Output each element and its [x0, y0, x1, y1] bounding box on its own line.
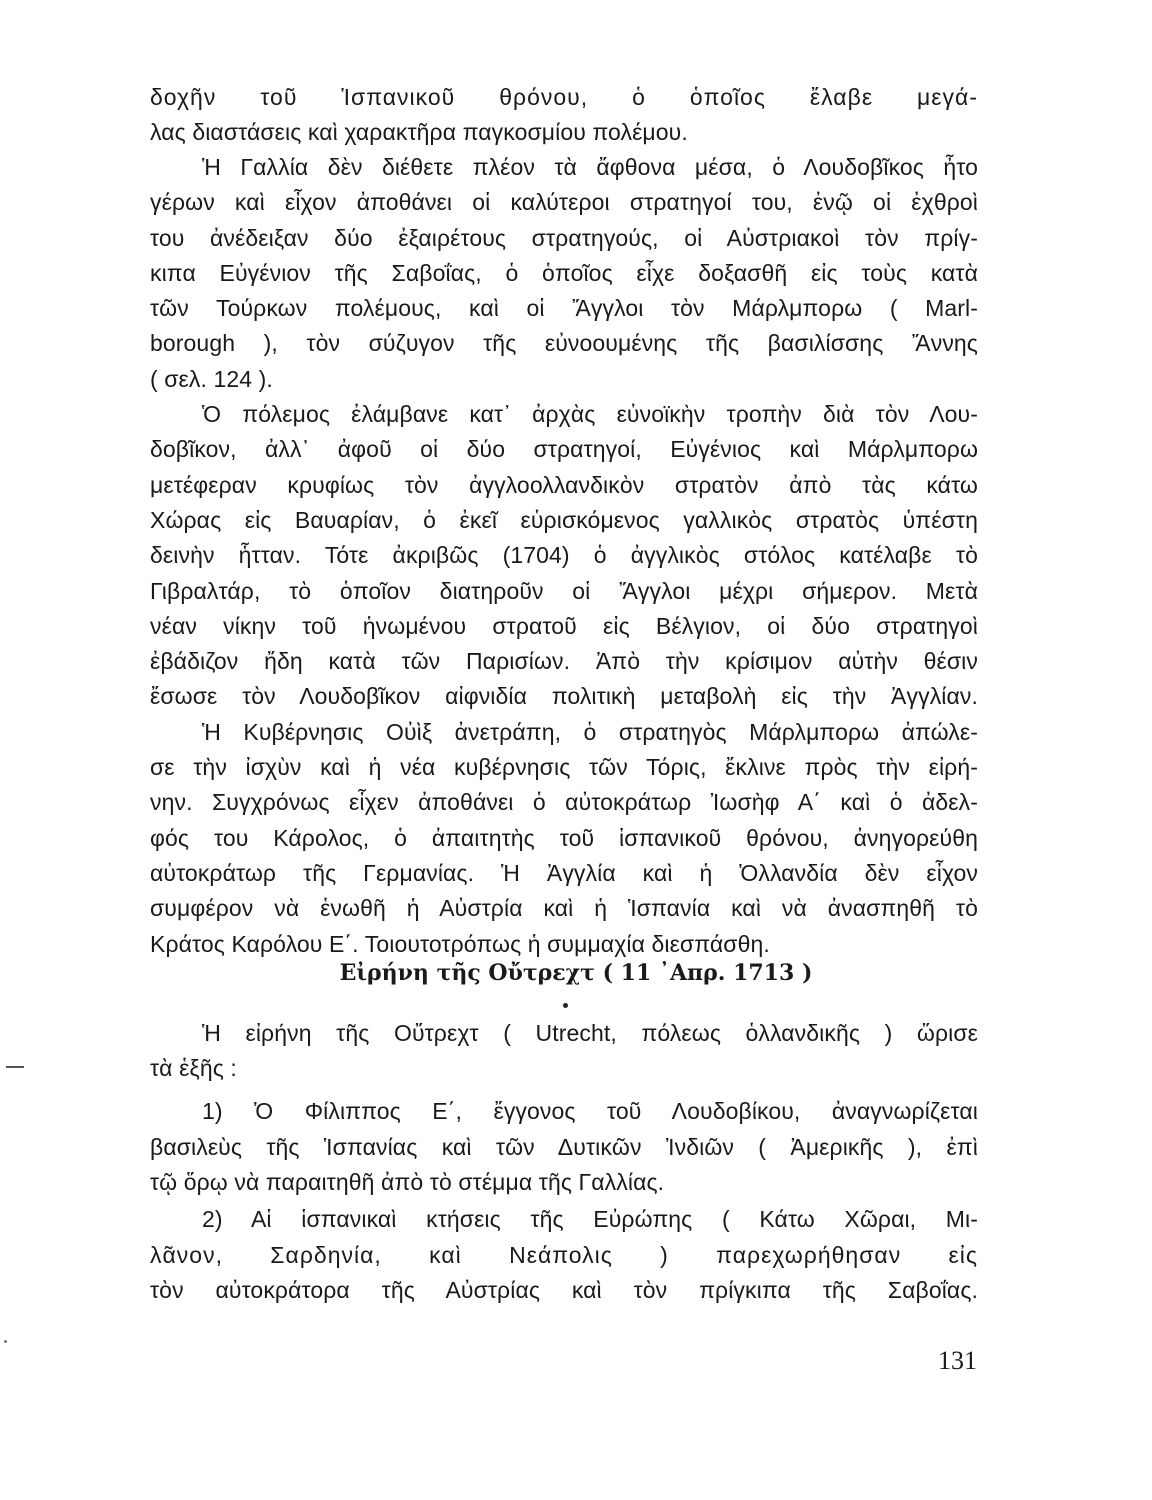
text-line: τῷ ὅρῳ νὰ παραιτηθῆ ἀπὸ τὸ στέμμα τῆς Γαλλίας. — [150, 1169, 665, 1195]
text-line: Ὁ πόλεμος ἐλάμβανε κατ᾿ ἀρχὰς εὐνοϊκὴν τροπὴν διὰ τὸν Λου- — [202, 401, 978, 427]
text-line: κιπα Εὐγένιον τῆς Σαβοΐας, ὁ ὁποῖος εἶχε δοξασθῆ εἰς τοὺς κατὰ — [150, 260, 978, 286]
text-line: αὐτοκράτωρ τῆς Γερμανίας. Ἡ Ἀγγλία καὶ ἡ Ὁλλανδία δὲν εἶχον — [150, 860, 978, 886]
text-line: δοβῖκον, ἀλλ᾿ ἀφοῦ οἱ δύο στρατηγοί, Εὐγένιος καὶ Μάρλμπορω — [150, 436, 978, 462]
text-line: βασιλεὺς τῆς Ἱσπανίας καὶ τῶν Δυτικῶν Ἰνδιῶν ( Ἀμερικῆς ), ἐπὶ — [150, 1134, 978, 1160]
text-line: τῶν Τούρκων πολέμους, καὶ οἱ Ἄγγλοι τὸν Μάρλμπορω ( Marl- — [150, 295, 978, 321]
text-line: σε τὴν ἰσχὺν καὶ ἡ νέα κυβέρνησις τῶν Τόρις, ἔκλινε πρὸς τὴν εἰρή- — [150, 754, 978, 780]
text-line: τὰ ἑξῆς : — [150, 1055, 237, 1081]
text-line: λας διαστάσεις καὶ χαρακτῆρα παγκοσμίου πολέμου. — [150, 119, 688, 145]
text-line: Ἡ Γαλλία δὲν διέθετε πλέον τὰ ἄφθονα μέσα, ὁ Λουδοβῖκος ἦτο — [202, 154, 978, 180]
text-line: συμφέρον νὰ ἑνωθῆ ἡ Αὐστρία καὶ ἡ Ἱσπανία καὶ νὰ ἀνασπηθῆ τὸ — [150, 895, 978, 921]
text-line: Ἡ εἰρήνη τῆς Οὔτρεχτ ( Utrecht, πόλεως ὁλλανδικῆς ) ὥρισε — [202, 1020, 978, 1046]
text-line: Γιβραλτάρ, τὸ ὁποῖον διατηροῦν οἱ Ἄγγλοι μέχρι σήμερον. Μετὰ — [150, 578, 978, 604]
text-line: φός του Κάρολος, ὁ ἀπαιτητὴς τοῦ ἱσπανικοῦ θρόνου, ἀνηγορεύθη — [150, 825, 978, 851]
text-line: μετέφεραν κρυφίως τὸν ἀγγλοολλανδικὸν στρατὸν ἀπὸ τὰς κάτω — [150, 472, 978, 498]
text-line: 2) Αἱ ἱσπανικαὶ κτήσεις τῆς Εὐρώπης ( Κάτω Χῶραι, Μι- — [202, 1206, 978, 1232]
text-line: δεινὴν ἧτταν. Τότε ἀκριβῶς (1704) ὁ ἀγγλικὸς στόλος κατέλαβε τὸ — [150, 542, 978, 568]
section-heading: Εἰρήνη τῆς Οὔτρεχτ ( 11 ᾿Απρ. 1713 ) — [339, 960, 813, 986]
text-line: Χώρας εἰς Βαυαρίαν, ὁ ἐκεῖ εὑρισκόμενος γαλλικὸς στρατὸς ὑπέστη — [150, 507, 978, 533]
text-line: ( σελ. 124 ). — [150, 366, 273, 392]
ornament-dot — [563, 1003, 568, 1008]
text-line: νέαν νίκην τοῦ ἡνωμένου στρατοῦ εἰς Βέλγιον, οἱ δύο στρατηγοὶ — [150, 613, 978, 639]
text-line: Ἡ Κυβέρνησις Οὐὶξ ἀνετράπη, ὁ στρατηγὸς Μάρλμπορω ἀπώλε- — [202, 719, 978, 745]
margin-dot — [4, 1340, 7, 1343]
text-line: borough ), τὸν σύζυγον τῆς εὐνοουμένης τῆς βασιλίσσης Ἄννης — [150, 330, 978, 356]
text-line: ἔσωσε τὸν Λουδοβῖκον αἰφνιδία πολιτικὴ μεταβολὴ εἰς τὴν Ἀγγλίαν. — [150, 683, 978, 709]
text-line: τὸν αὐτοκράτορα τῆς Αὐστρίας καὶ τὸν πρίγκιπα τῆς Σαβοΐας. — [150, 1277, 978, 1303]
text-line: 1) Ὁ Φίλιππος Ε΄, ἔγγονος τοῦ Λουδοβίκου, ἀναγνωρίζεται — [202, 1098, 978, 1124]
text-line: ἐβάδιζον ἤδη κατὰ τῶν Παρισίων. Ἀπὸ τὴν κρίσιμον αὐτὴν θέσιν — [150, 648, 978, 674]
page-number: 131 — [938, 1346, 977, 1375]
text-line: Κράτος Καρόλου Ε΄. Τοιουτοτρόπως ἡ συμμαχία διεσπάσθη. — [150, 931, 770, 957]
text-line: του ἀνέδειξαν δύο ἐξαιρέτους στρατηγούς, οἱ Αὐστριακοὶ τὸν πρίγ- — [150, 225, 978, 251]
text-line: λᾶνον, Σαρδηνία, καὶ Νεάπολις ) παρεχωρήθησαν εἰς — [150, 1242, 978, 1268]
text-line: νην. Συγχρόνως εἶχεν ἀποθάνει ὁ αὐτοκράτωρ Ἰωσὴφ Α΄ καὶ ὁ ἀδελ- — [150, 789, 978, 815]
margin-mark — [6, 1066, 24, 1068]
text-line: δοχῆν τοῦ Ἱσπανικοῦ θρόνου, ὁ ὁποῖος ἔλαβε μεγά- — [150, 84, 978, 110]
text-line: γέρων καὶ εἶχον ἀποθάνει οἱ καλύτεροι στρατηγοί του, ἐνῷ οἱ ἐχθροὶ — [150, 189, 978, 215]
